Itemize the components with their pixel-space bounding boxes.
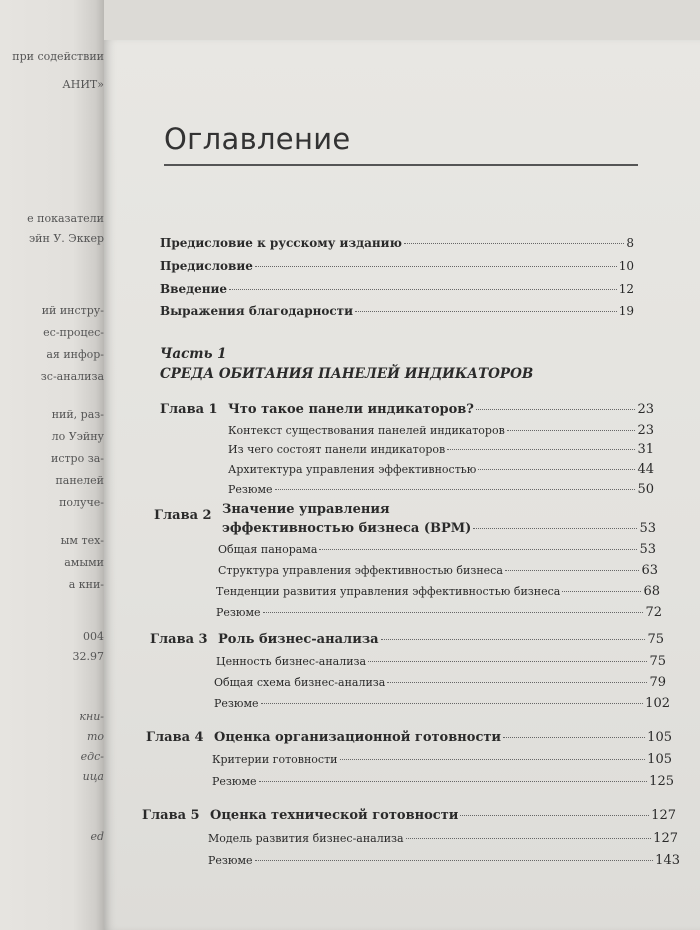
facing-page-fragment: ий инстру- [41, 304, 104, 317]
dot-leader [355, 310, 617, 312]
chapter-title: Оценка технической готовности [210, 808, 459, 823]
facing-page-fragment: эйн У. Эккер [29, 232, 104, 245]
dot-leader [368, 660, 647, 662]
chapter-3-section-1 [216, 654, 666, 669]
facing-page-fragment: зс-анализа [40, 370, 104, 383]
dot-leader [562, 590, 641, 592]
toc-entry-page: 10 [618, 259, 634, 273]
chapter-page: 23 [637, 402, 654, 417]
chapter-title-line2: эффективностью бизнеса (BPM) [222, 521, 472, 536]
chapter-3-entry [218, 632, 664, 647]
facing-page-fragment: АНИТ» [62, 78, 104, 91]
section-title: Ценность бизнес-анализа [216, 655, 367, 668]
chapter-5-section-1 [208, 831, 678, 846]
toc-entry-page: 12 [618, 282, 634, 296]
facing-page-fragment: а кни- [68, 578, 104, 591]
facing-page-fragment: кни- [79, 710, 104, 723]
section-title: Архитектура управления эффективностью [228, 463, 477, 476]
section-title: Из чего состоят панели индикаторов [228, 443, 446, 456]
section-page: 105 [647, 752, 672, 767]
facing-page-fragment: то [86, 730, 104, 743]
section-page: 63 [641, 563, 658, 578]
section-title: Критерии готовности [212, 753, 338, 766]
chapter-3-label: Глава 3 [150, 632, 208, 647]
toc-entry-front-3 [160, 282, 634, 296]
facing-page-fragment: ло Уэйну [51, 430, 104, 443]
dot-leader [404, 242, 624, 244]
facing-page-fragment: при содействии [12, 50, 104, 63]
dot-leader [319, 548, 637, 550]
dot-leader [255, 265, 617, 267]
chapter-4-entry [214, 730, 672, 745]
chapter-2-section-2 [218, 563, 658, 578]
section-page: 68 [643, 584, 660, 599]
facing-page-fragment: истро за- [50, 452, 104, 465]
chapter-1-section-1 [228, 423, 654, 438]
chapter-5-entry [210, 808, 676, 823]
section-page: 125 [649, 774, 674, 789]
dot-leader [478, 468, 635, 470]
chapter-2-section-1 [218, 542, 656, 557]
chapter-1-label: Глава 1 [160, 402, 218, 417]
chapter-5-label: Глава 5 [142, 808, 200, 823]
dot-leader [381, 638, 646, 640]
dot-leader [259, 780, 648, 782]
section-title: Резюме [212, 775, 257, 788]
toc-entry-front-4 [160, 304, 634, 318]
toc-entry-title: Предисловие [160, 259, 253, 273]
chapter-2-section-3 [216, 584, 660, 599]
dot-leader [261, 702, 644, 704]
chapter-4-section-1 [212, 752, 672, 767]
section-page: 50 [637, 482, 654, 497]
section-page: 53 [639, 542, 656, 557]
facing-page-fragment: ed [90, 830, 104, 843]
dot-leader [340, 758, 646, 760]
toc-entry-title: Введение [160, 282, 228, 296]
chapter-page: 75 [647, 632, 664, 647]
facing-page-fragment: ая инфор- [46, 348, 104, 361]
chapter-title: Роль бизнес-анализа [218, 632, 379, 647]
dot-leader [476, 408, 636, 410]
dot-leader [473, 527, 637, 529]
dot-leader [229, 288, 617, 290]
dot-leader [263, 611, 644, 613]
dot-leader [503, 736, 645, 738]
dot-leader [460, 814, 649, 816]
toc-entry-front-2 [160, 259, 634, 273]
dot-leader [505, 569, 640, 571]
toc-page [104, 40, 700, 930]
section-title: Резюме [208, 854, 253, 867]
facing-page-fragment: ний, раз- [51, 408, 104, 421]
chapter-4-section-2 [212, 774, 674, 789]
section-title: Модель развития бизнес-анализа [208, 832, 404, 845]
section-title: Резюме [214, 697, 259, 710]
toc-entry-page: 8 [626, 236, 634, 250]
facing-page-left [0, 0, 104, 930]
toc-entry-title: Выражения благодарности [160, 304, 354, 318]
toc-entry-title: Предисловие к русскому изданию [160, 236, 402, 250]
facing-page-fragment: ым тех- [60, 534, 104, 547]
section-page: 102 [645, 696, 670, 711]
dot-leader [447, 448, 635, 450]
facing-page-fragment: амыми [64, 556, 104, 569]
chapter-1-section-4 [228, 482, 654, 497]
chapter-5-section-2 [208, 853, 680, 868]
toc-entry-page: 19 [618, 304, 634, 318]
section-page: 23 [637, 423, 654, 438]
dot-leader [507, 429, 636, 431]
chapter-3-section-3 [214, 696, 670, 711]
section-page: 72 [645, 605, 662, 620]
section-title: Структура управления эффективностью бизнеса [218, 564, 503, 577]
dot-leader [275, 488, 636, 490]
facing-page-fragment: е показатели [27, 212, 104, 225]
facing-page-fragment: 004 [83, 630, 104, 643]
section-title: Контекст существования панелей индикаторов [228, 424, 505, 437]
page-title: Оглавление [164, 122, 351, 156]
chapter-title: Что такое панели индикаторов? [228, 402, 474, 417]
section-page: 31 [637, 442, 654, 457]
chapter-2-entry [222, 521, 656, 536]
chapter-3-section-2 [214, 675, 666, 690]
section-page: 143 [655, 853, 680, 868]
toc-entry-front-1 [160, 236, 634, 250]
dot-leader [255, 859, 654, 861]
chapter-1-section-2 [228, 442, 654, 457]
chapter-1-section-3 [228, 462, 654, 477]
chapter-page: 53 [639, 521, 656, 536]
chapter-page: 127 [651, 808, 676, 823]
section-page: 44 [637, 462, 654, 477]
part-label: Часть 1 [160, 346, 227, 362]
facing-page-fragment: ес-процес- [43, 326, 104, 339]
facing-page-fragment: панелей [55, 474, 104, 487]
dot-leader [387, 681, 647, 683]
chapter-2-section-4 [216, 605, 662, 620]
section-page: 79 [649, 675, 666, 690]
section-title: Резюме [216, 606, 261, 619]
section-page: 127 [653, 831, 678, 846]
chapter-page: 105 [647, 730, 672, 745]
section-title: Резюме [228, 483, 273, 496]
section-page: 75 [649, 654, 666, 669]
facing-page-fragment: 32.97 [72, 650, 104, 663]
dot-leader [406, 837, 652, 839]
chapter-title: Оценка организационной готовности [214, 730, 502, 745]
facing-page-fragment: получе- [59, 496, 104, 509]
title-rule [164, 164, 638, 166]
facing-page-fragment: ица [82, 770, 104, 783]
chapter-2-title-line1: Значение управления [222, 502, 390, 517]
chapter-4-label: Глава 4 [146, 730, 204, 745]
section-title: Общая схема бизнес-анализа [214, 676, 386, 689]
facing-page-fragment: едс- [80, 750, 104, 763]
section-title: Тенденции развития управления эффективностью бизнеса [216, 585, 561, 598]
part-title: СРЕДА ОБИТАНИЯ ПАНЕЛЕЙ ИНДИКАТОРОВ [160, 366, 534, 382]
section-title: Общая панорама [218, 543, 318, 556]
chapter-2-label: Глава 2 [154, 508, 212, 523]
chapter-1-entry [228, 402, 654, 417]
